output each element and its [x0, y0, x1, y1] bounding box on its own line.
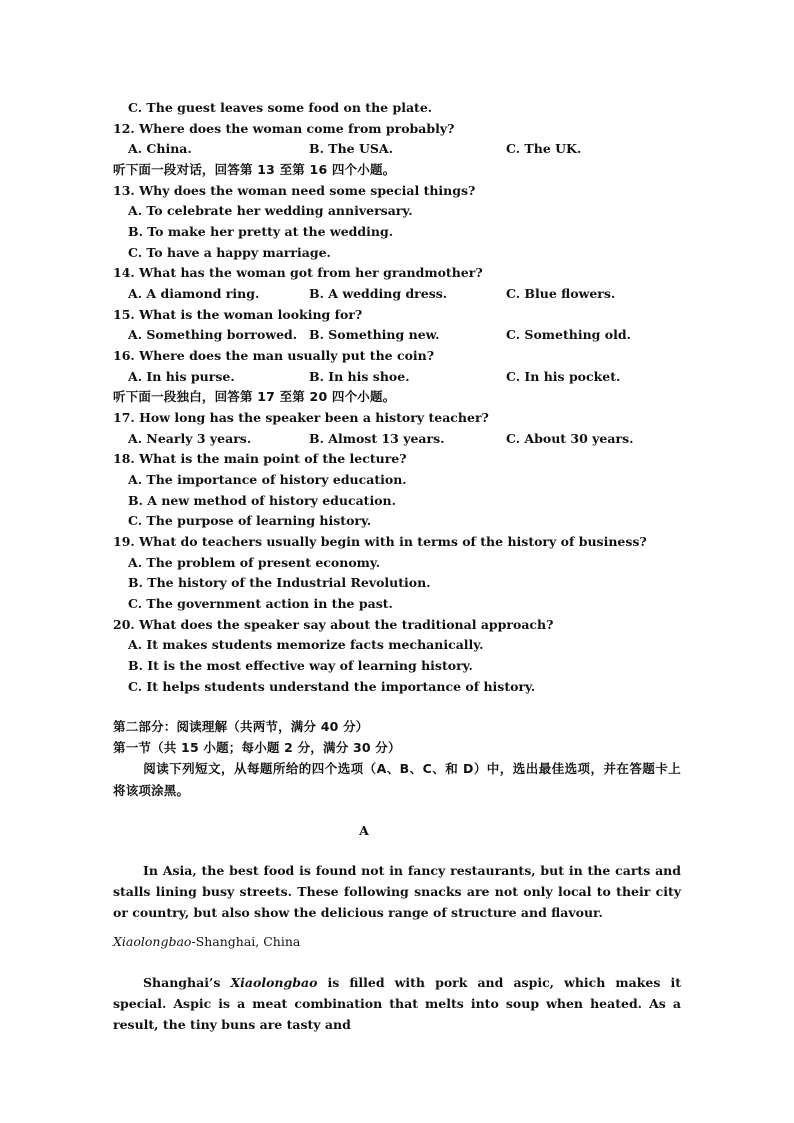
- q19-question: 19. What do teachers usually begin with in terms of the history of business?: [113, 534, 647, 549]
- q19-option-b: B. The history of the Industrial Revolution.: [128, 575, 431, 590]
- q20-option-a: A. It makes students memorize facts mechanically.: [128, 637, 484, 652]
- q11-option-c: C. The guest leaves some food on the plate.: [128, 100, 433, 115]
- snack-heading-name: Xiaolongbao: [113, 934, 192, 949]
- q15-option-a: A. Something borrowed.: [128, 327, 298, 342]
- q13-option-a: A. To celebrate her wedding anniversary.: [128, 203, 413, 218]
- q12-option-b: B. The USA.: [309, 141, 393, 156]
- passage-paragraph-2-post: is filled with pork and aspic, which makes it special. Aspic is a meat combination that melts into soup when heated. As a result, the tiny buns are tasty and: [113, 975, 681, 1032]
- q20-option-b: B. It is the most effective way of learning history.: [128, 658, 473, 673]
- passage-paragraph-1: [113, 860, 681, 923]
- q20-option-c: C. It helps students understand the importance of history.: [128, 679, 536, 694]
- q15-question: 15. What is the woman looking for?: [113, 307, 363, 322]
- q14-option-b: B. A wedding dress.: [309, 286, 448, 301]
- passage-paragraph-2: [113, 972, 681, 1035]
- q17-option-c: C. About 30 years.: [506, 431, 634, 446]
- q19-option-a: A. The problem of present economy.: [128, 555, 381, 570]
- q14-option-c: C. Blue flowers.: [506, 286, 616, 301]
- instruction-17-20: 听下面一段独白，回答第 17 至第 20 四个小题。: [113, 389, 396, 404]
- passage-paragraph-2-pre: Shanghai’s: [143, 975, 231, 990]
- q18-option-b: B. A new method of history education.: [128, 493, 396, 508]
- q19-option-c: C. The government action in the past.: [128, 596, 393, 611]
- q13-option-b: B. To make her pretty at the wedding.: [128, 224, 394, 239]
- snack-heading: [113, 933, 300, 951]
- q13-option-c: C. To have a happy marriage.: [128, 245, 331, 260]
- q12-question: 12. Where does the woman come from probably?: [113, 121, 455, 136]
- part2-instruction: [113, 758, 681, 802]
- passage-paragraph-2-name: Xiaolongbao: [230, 975, 318, 990]
- passage-letter: A: [359, 823, 369, 838]
- q12-option-a: A. China.: [128, 141, 192, 156]
- part2-instruction-text: 阅读下列短文，从每题所给的四个选项（A、B、C、和 D）中，选出最佳选项，并在答题卡上将该项涂黑。: [113, 761, 681, 798]
- q16-option-b: B. In his shoe.: [309, 369, 410, 384]
- q17-option-a: A. Nearly 3 years.: [128, 431, 252, 446]
- q16-option-a: A. In his purse.: [128, 369, 235, 384]
- part2-section1: 第一节（共 15 小题；每小题 2 分，满分 30 分）: [113, 740, 401, 755]
- q13-question: 13. Why does the woman need some special things?: [113, 183, 476, 198]
- q17-option-b: B. Almost 13 years.: [309, 431, 445, 446]
- q18-option-c: C. The purpose of learning history.: [128, 513, 372, 528]
- q14-question: 14. What has the woman got from her grandmother?: [113, 265, 483, 280]
- snack-heading-location: -Shanghai, China: [191, 934, 301, 949]
- q14-option-a: A. A diamond ring.: [128, 286, 260, 301]
- q20-question: 20. What does the speaker say about the traditional approach?: [113, 617, 554, 632]
- q18-question: 18. What is the main point of the lecture?: [113, 451, 407, 466]
- q16-option-c: C. In his pocket.: [506, 369, 621, 384]
- part2-title: 第二部分：阅读理解（共两节，满分 40 分）: [113, 719, 369, 734]
- q15-option-c: C. Something old.: [506, 327, 631, 342]
- instruction-13-16: 听下面一段对话，回答第 13 至第 16 四个小题。: [113, 162, 396, 177]
- q18-option-a: A. The importance of history education.: [128, 472, 407, 487]
- q12-option-c: C. The UK.: [506, 141, 582, 156]
- passage-paragraph-1-text: In Asia, the best food is found not in fancy restaurants, but in the carts and stalls lining busy streets. These following snacks are not only local to their city or country, but also show the delicious range of structure and flavour.: [113, 863, 681, 920]
- q15-option-b: B. Something new.: [309, 327, 440, 342]
- q17-question: 17. How long has the speaker been a history teacher?: [113, 410, 489, 425]
- q16-question: 16. Where does the man usually put the coin?: [113, 348, 435, 363]
